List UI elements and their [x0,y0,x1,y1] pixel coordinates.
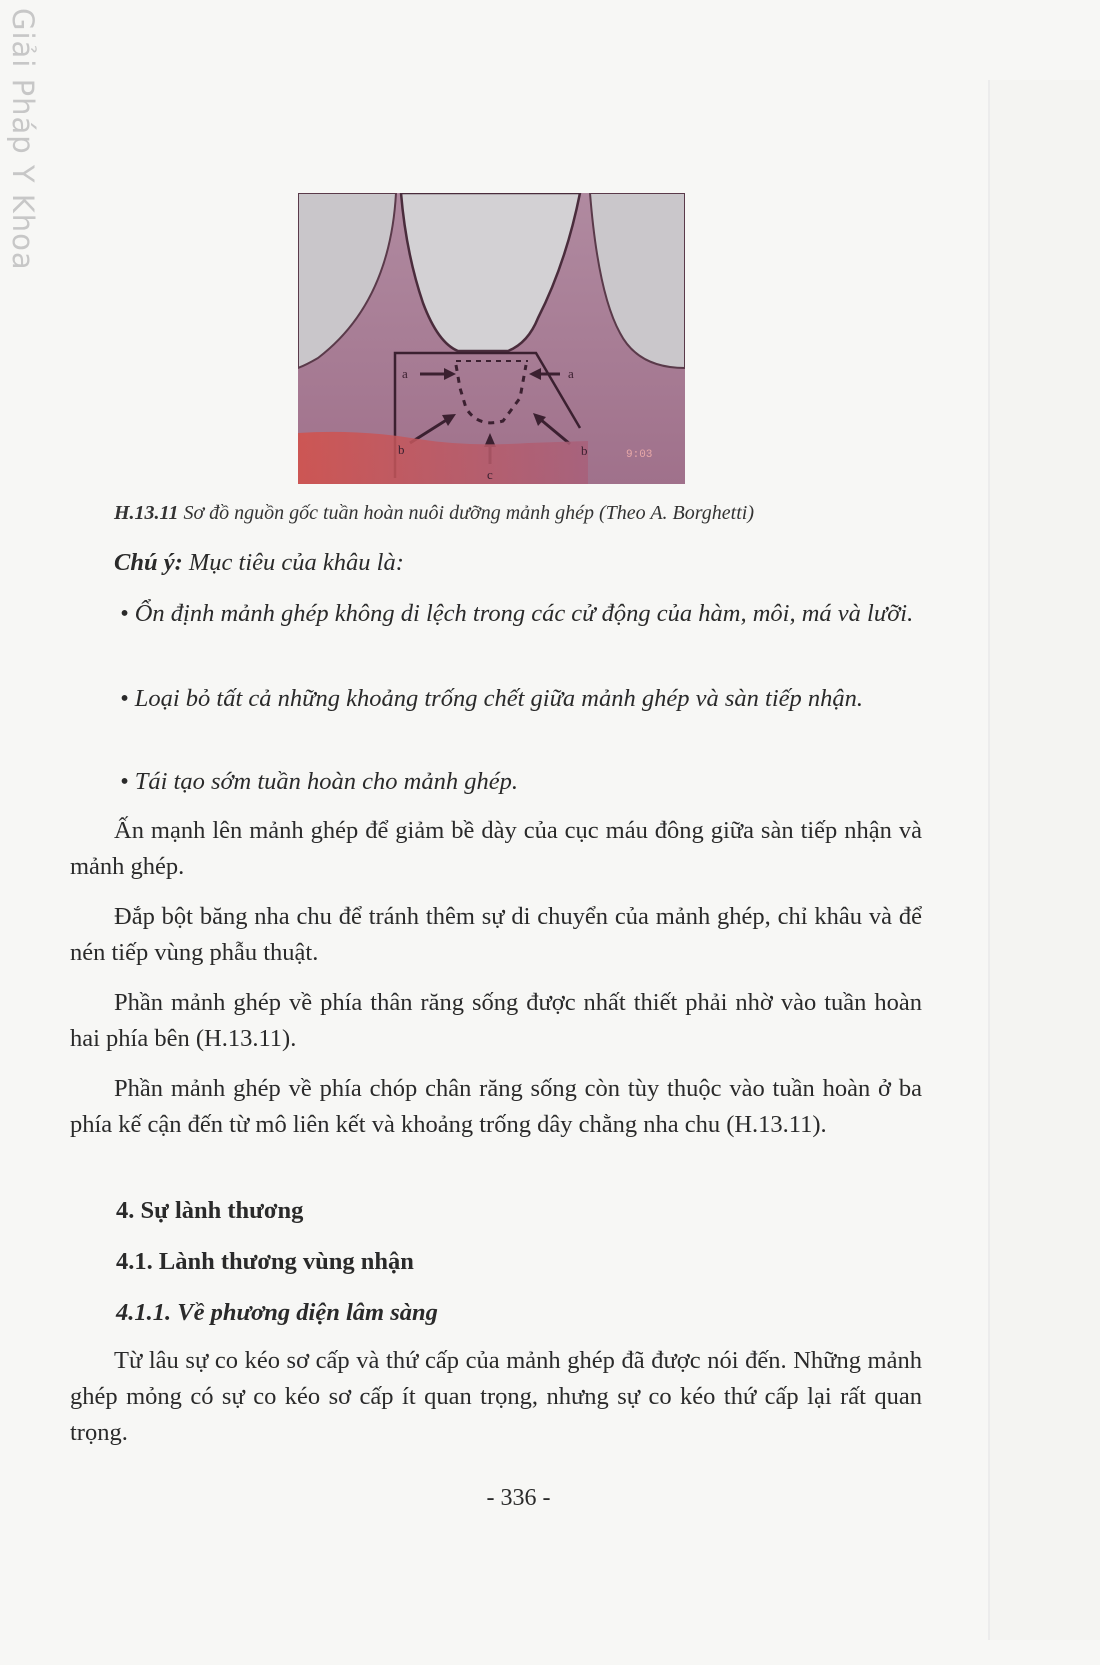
heading-4-1-1: 4.1.1. Về phương diện lâm sàng [116,1299,438,1326]
watermark: Giải Pháp Y Khoa [6,8,40,271]
note-title: Chú ý: [114,549,183,576]
figure-image [298,193,685,484]
paragraph-4: Phần mảnh ghép về phía chóp chân răng sống còn tùy thuộc vào tuần hoàn ở ba phía kế cận đến từ mô liên kết và khoảng trống dây chằng nha chu (H.13.11). [70,1075,922,1138]
paragraph-1: Ấn mạnh lên mảnh ghép để giảm bề dày của cục máu đông giữa sàn tiếp nhận và mảnh ghép. [70,817,922,880]
figure-caption [114,502,754,525]
page-edge-shadow [988,80,1100,1640]
mark-c: c [487,467,493,482]
heading-4-1: 4.1. Lành thương vùng nhận [116,1248,414,1275]
note-intro [70,545,922,581]
paragraph-3: Phần mảnh ghép về phía thân răng sống được nhất thiết phải nhờ vào tuần hoàn hai phía bên (H.13.11). [70,989,922,1052]
heading-4: 4. Sự lành thương [116,1197,304,1224]
note-bullet-2: • Loại bỏ tất cả những khoảng trống chết giữa mảnh ghép và sàn tiếp nhận. [120,685,864,712]
timestamp-stamp: 9:03 [626,449,653,461]
caption-text: Sơ đồ nguồn gốc tuần hoàn nuôi dưỡng mảnh ghép (Theo A. Borghetti) [183,502,754,524]
mark-b-right: b [581,443,588,458]
page-number: - 336 - [486,1485,551,1511]
caption-label: H.13.11 [114,502,179,524]
mark-a-right: a [568,366,574,381]
paragraph-5: Từ lâu sự co kéo sơ cấp và thứ cấp của mảnh ghép đã được nói đến. Những mảnh ghép mỏng có sự co kéo sơ cấp ít quan trọng, nhưng sự co kéo thứ cấp lại rất quan trọng. [70,1347,922,1446]
mark-b-left: b [398,442,405,457]
note-text: Mục tiêu của khâu là: [188,549,404,576]
note-bullet-1: • Ổn định mảnh ghép không di lệch trong các cử động của hàm, môi, má và lưỡi. [120,600,914,627]
figure-graft-circulation [298,193,685,484]
paragraph-2: Đắp bột băng nha chu để tránh thêm sự di chuyển của mảnh ghép, chỉ khâu và để nén tiếp vùng phẫu thuật. [70,903,922,966]
mark-a-left: a [402,366,408,381]
note-bullet-3: • Tái tạo sớm tuần hoàn cho mảnh ghép. [120,768,518,795]
